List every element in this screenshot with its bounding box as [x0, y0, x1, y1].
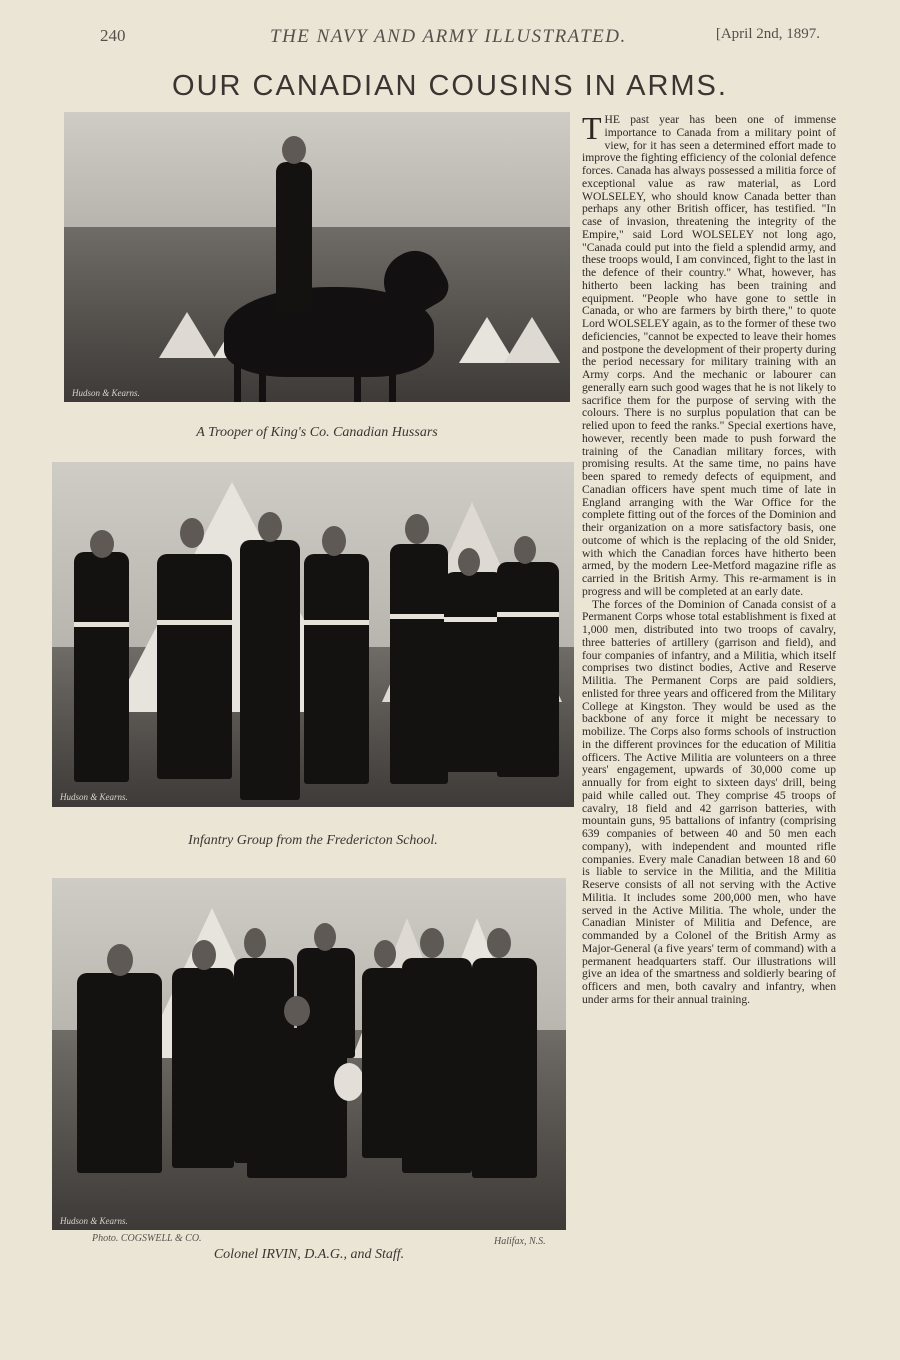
caption-colonel-staff: Colonel IRVIN, D.A.G., and Staff. [213, 1247, 405, 1262]
article-paragraph [582, 110, 836, 599]
issue-date: [April 2nd, 1897. [715, 26, 820, 42]
running-header [100, 26, 820, 52]
paragraph-text: HE past year has been one of immense importance to Canada from a military point of view, for it has seen a determined effort made to improve the fighting efficiency of the colonial defence forces. Canada has always possessed a militia force of exceptional value as raw material, as Lord WOLSELEY, who should know Canada better than perhaps any other British officer, has testified. "In case of invasion, threatening the integrity of the Empire," said Lord WOLSELEY not long ago, "Canada could put into the field a splendid army, and these troops would, I am convinced, fight to the last in the defence of their country." What, however, has hitherto been lacking has been training and equipment. "People who have gone to settle in Canada, or who are farmers by birth there," to quote Lord WOLSELEY again, as to the former of these two deficiencies, "cannot be expected to leave their homes and postpone the development of their property during the period necessary for military training with an Army corps. And the mechanic or labourer can generally earn such good wages that he is not likely to sacrifice them for the purpose of serving with the colours. There is no surplus population that can be relied upon to feed the ranks." Special exertions have, however, recently been made to push forward the training of the Canadian military forces, with promising results. At the same time, no pains have been spared to remedy defects of equipment, and Canadian officers have spent much time of late in England arranging with the War Office for the complete fitting out of the forces of the Dominion and their organization on a more satisfactory basis, one outcome of which is the replacing of the old Snider, with which the Canadian forces have hitherto been armed, by the modern Lee-Metford magazine rifle as carried in the British Army. This re-armament is in progress and will be completed at an early date. [582, 113, 836, 598]
caption-infantry-group: Infantry Group from the Fredericton School. [188, 833, 438, 848]
photo-credit-right: Halifax, N.S. [494, 1236, 546, 1247]
article-body [582, 110, 836, 1007]
article-title: OUR CANADIAN COUSINS IN ARMS. [172, 70, 728, 102]
caption-trooper: A Trooper of King's Co. Canadian Hussars [196, 425, 438, 440]
photo-credit-stamp: Hudson & Kearns. [60, 792, 128, 802]
photo-credit-left: Photo. COGSWELL & CO. [92, 1233, 202, 1244]
photo-infantry-group [52, 462, 574, 807]
article-paragraph: The forces of the Dominion of Canada consist of a Permanent Corps whose total establishment is fixed at 1,000 men, distributed into two troops of cavalry, three batteries of artillery (garrison and field), and four companies of infantry, and a Militia, which itself comprises two distinct bodies, Active and Reserve Militia. The Permanent Corps are paid soldiers, enlisted for three years and officered from the Military College at Kingston. They would be used as the backbone of any force it might be necessary to mobilize. The Corps also forms schools of instruction in the different provinces for the education of Militia officers. The Active Militia are volunteers on a three years' engagement, upwards of 30,000 come up annually for from eight to sixteen days' drill, being paid while called out. They comprise 45 troops of cavalry, 18 field and 42 garrison batteries, with mountain guns, 95 battalions of infantry (comprising 639 companies of between 40 and 50 men each company), with independent and mounted rifle companies. Every male Canadian between 18 and 60 is liable to service in the Militia, and the Militia Reserve consists of all not serving with the Active Militia. It includes some 200,000 men, who have served in the Active Militia. The whole, under the Canadian Minister of Militia and Defence, are commanded by a Colonel of the British Army as Major-General (a five years' term of command) with a permanent headquarters staff. Our illustrations will give an idea of the smartness and soldierly bearing of officers and men, both cavalry and infantry, when under arms for their annual training. [582, 597, 836, 1006]
photo-colonel-staff [52, 878, 566, 1230]
photo-credit-stamp: Hudson & Kearns. [72, 388, 140, 398]
photo-trooper [64, 112, 570, 402]
journal-title: THE NAVY AND ARMY ILLUSTRATED. [270, 26, 627, 47]
photo-credit-stamp: Hudson & Kearns. [60, 1216, 128, 1226]
drop-cap: T [582, 110, 602, 146]
page-number: 240 [100, 26, 126, 45]
